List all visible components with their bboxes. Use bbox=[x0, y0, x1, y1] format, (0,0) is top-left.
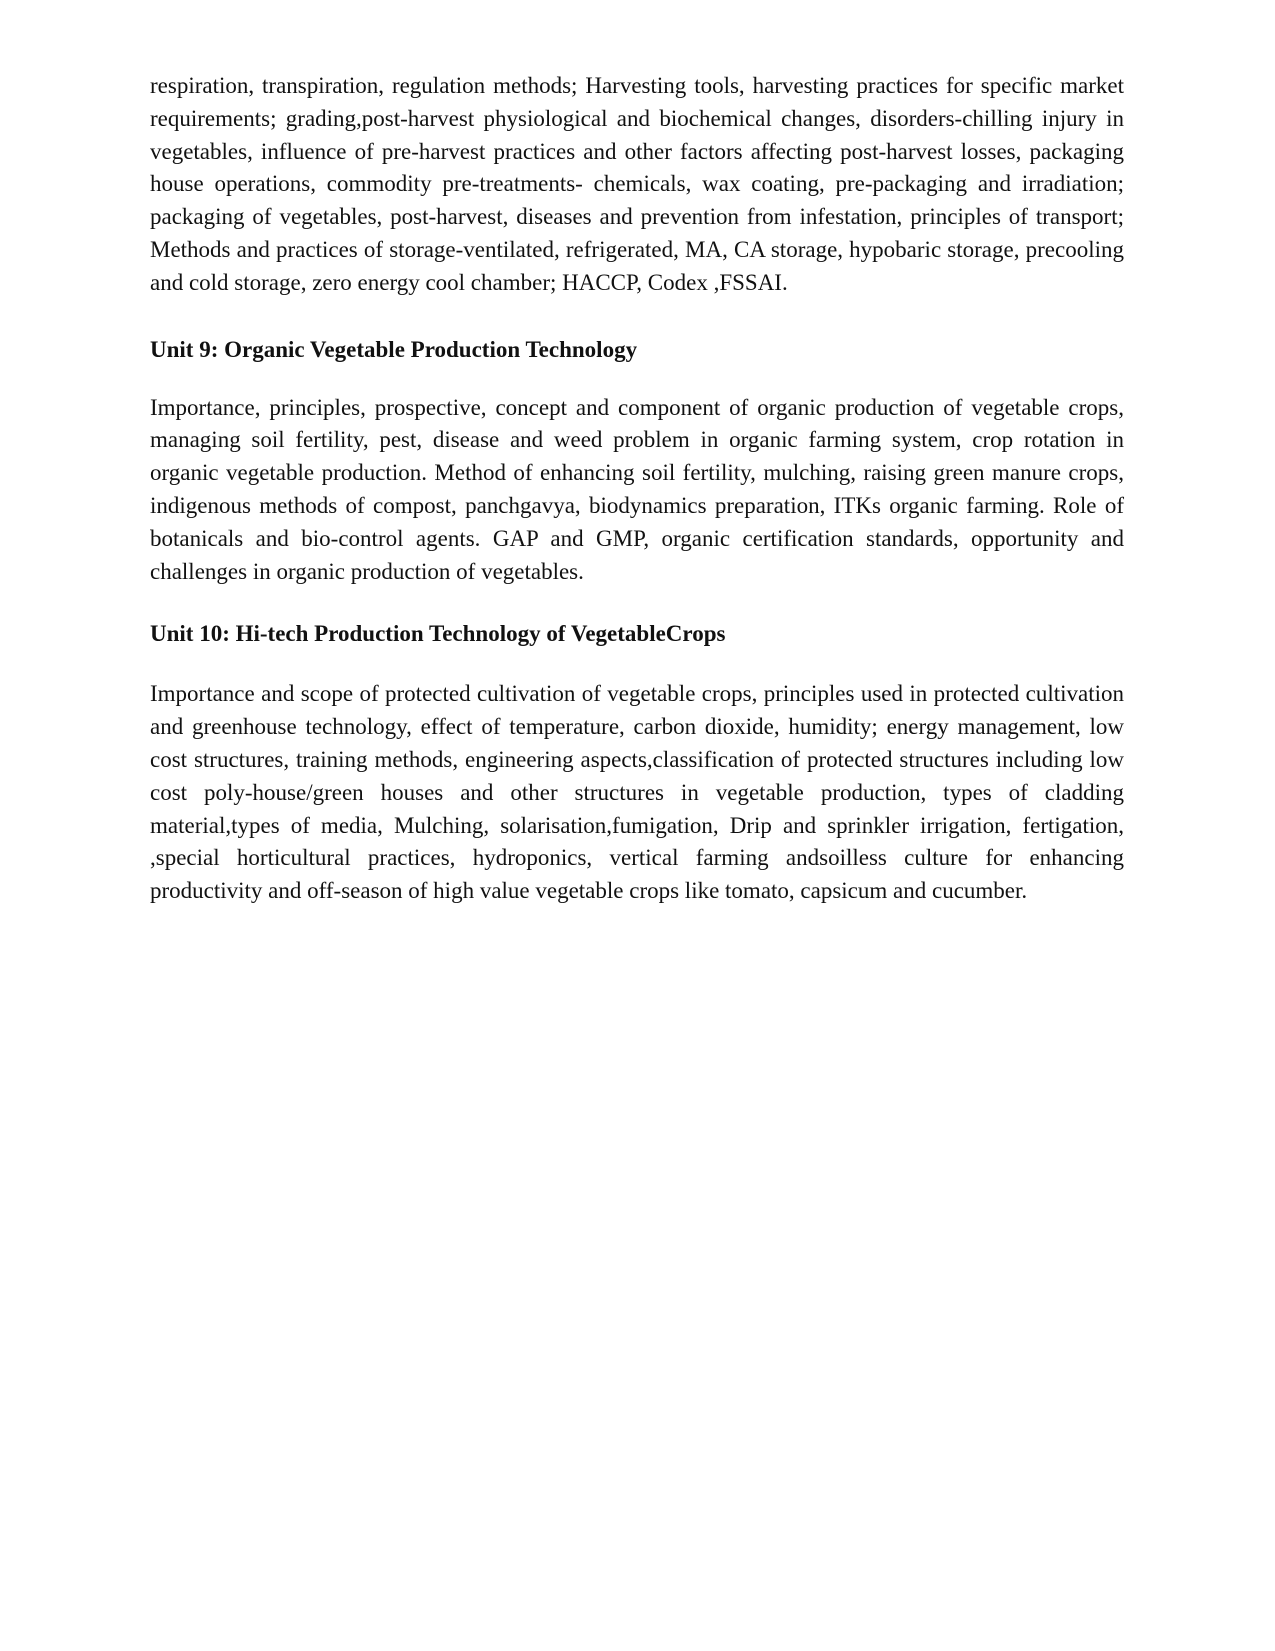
unit-10-paragraph: Importance and scope of protected cultivation of vegetable crops, principles used in protected cultivation and greenhouse technology, effect of temperature, carbon dioxide, humidity; energy management, low cost structures, training methods, engineering aspects,classification of protected structures including low cost poly-house/green houses and other structures in vegetable production, types of cladding material,types of media, Mulching, solarisation,fumigation, Drip and sprinkler irrigation, fertigation, ,special horticultural practices, hydroponics, vertical farming andsoilless culture for enhancing productivity and off-season of high value vegetable crops like tomato, capsicum and cucumber. bbox=[150, 681, 1124, 904]
continued-paragraph: respiration, transpiration, regulation methods; Harvesting tools, harvesting practices for specific market requirements; grading,post-harvest physiological and biochemical changes, disorders-chilling injury in vegetables, influence of pre-harvest practices and other factors affecting post-harvest losses, packaging house operations, commodity pre-treatments- chemicals, wax coating, pre-packaging and irradiation; packaging of vegetables, post-harvest, diseases and prevention from infestation, principles of transport; Methods and practices of storage-ventilated, refrigerated, MA, CA storage, hypobaric storage, precooling and cold storage, zero energy cool chamber; HACCP, Codex ,FSSAI. bbox=[150, 73, 1124, 295]
document-page bbox=[150, 70, 1124, 908]
unit-10-heading: Unit 10: Hi-tech Production Technology of VegetableCrops bbox=[150, 621, 726, 647]
unit-9-heading: Unit 9: Organic Vegetable Production Technology bbox=[150, 336, 638, 362]
unit-9-paragraph: Importance, principles, prospective, concept and component of organic production of vegetable crops, managing soil fertility, pest, disease and weed problem in organic farming system, crop rotation in organic vegetable production. Method of enhancing soil fertility, mulching, raising green manure crops, indigenous methods of compost, panchgavya, biodynamics preparation, ITKs organic farming. Role of botanicals and bio-control agents. GAP and GMP, organic certification standards, opportunity and challenges in organic production of vegetables. bbox=[150, 394, 1124, 584]
